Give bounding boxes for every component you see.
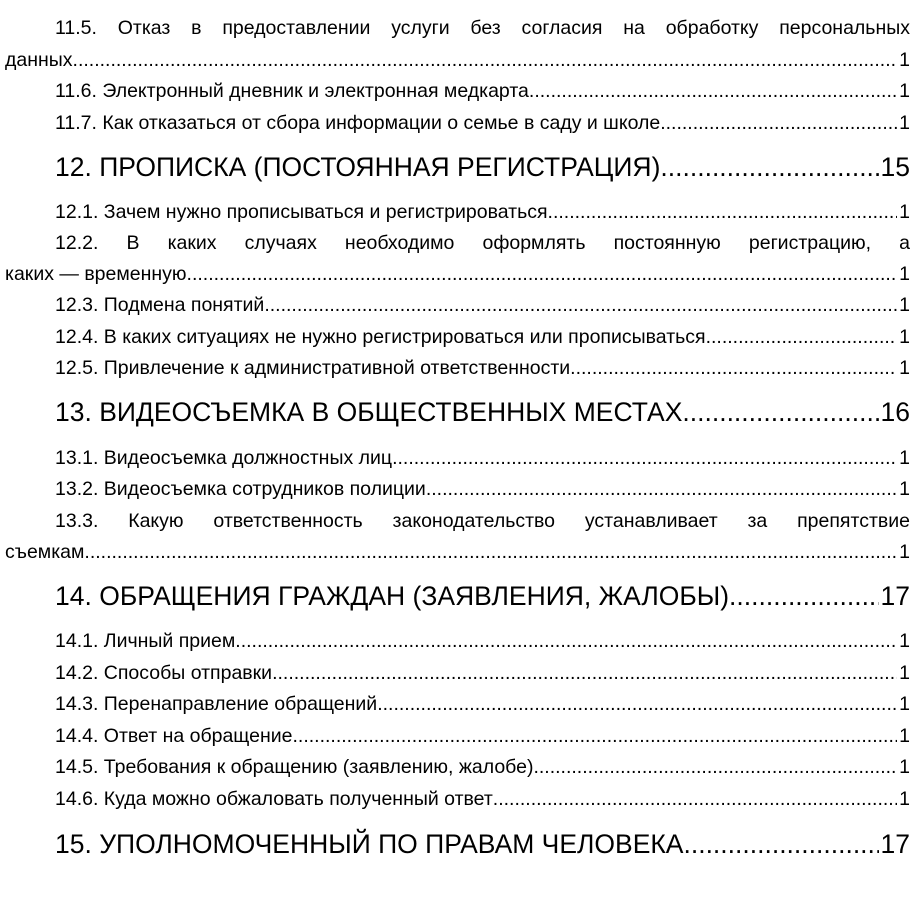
- toc-entry-13-3-line1[interactable]: [0, 506, 910, 536]
- toc-heading-15[interactable]: [0, 826, 910, 862]
- dot-leader: [683, 826, 878, 862]
- toc-entry-title: 14.4. Ответ на обращение: [55, 725, 293, 747]
- toc-entry-title: каких — временную: [5, 263, 187, 285]
- toc-page-number: 17: [880, 581, 910, 611]
- dot-leader: [73, 45, 898, 75]
- dot-leader: [426, 474, 897, 504]
- toc-page-number: 1: [899, 630, 910, 652]
- toc-entry-title: 14.3. Перенаправление обращений: [55, 693, 378, 715]
- toc-entry-title: данных: [5, 49, 73, 71]
- toc-heading-title: 13. ВИДЕОСЪЕМКА В ОБЩЕСТВЕННЫХ МЕСТАХ: [55, 397, 683, 427]
- toc-page-number: 1: [899, 49, 910, 71]
- toc-entry-13-3-line2[interactable]: [5, 537, 910, 567]
- dot-leader: [660, 108, 897, 138]
- toc-entry-title: 11.5. Отказ в предоставлении услуги без согласия на обработку персональных: [55, 17, 910, 39]
- toc-entry-11-6[interactable]: [0, 76, 910, 106]
- toc-heading-title: 12. ПРОПИСКА (ПОСТОЯННАЯ РЕГИСТРАЦИЯ): [55, 152, 661, 182]
- toc-entry-title: 14.1. Личный прием: [55, 630, 236, 652]
- dot-leader: [187, 259, 898, 289]
- toc-page-number: 1: [899, 201, 910, 223]
- toc-entry-title: 12.4. В каких ситуациях не нужно регистрироваться или прописываться: [55, 326, 706, 348]
- toc-entry-12-5[interactable]: [0, 353, 910, 383]
- toc-entry-title: 13.1. Видеосъемка должностных лиц: [55, 447, 393, 469]
- toc-entry-title: 13.3. Какую ответственность законодательство устанавливает за препятствие: [55, 510, 910, 532]
- dot-leader: [529, 76, 897, 106]
- toc-heading-title: 14. ОБРАЩЕНИЯ ГРАЖДАН (ЗАЯВЛЕНИЯ, ЖАЛОБЫ): [55, 581, 730, 611]
- toc-page-number: 15: [880, 152, 910, 182]
- toc-entry-14-4[interactable]: [0, 721, 910, 751]
- toc-entry-13-2[interactable]: [0, 474, 910, 504]
- toc-page-number: 1: [899, 788, 910, 810]
- toc-page-number: 1: [899, 541, 910, 563]
- toc-entry-12-1[interactable]: [0, 197, 910, 227]
- toc-entry-12-2-line2[interactable]: [5, 259, 910, 289]
- toc-entry-title: 11.6. Электронный дневник и электронная медкарта: [55, 80, 529, 102]
- toc-heading-14[interactable]: [0, 578, 910, 614]
- toc-entry-title: 14.5. Требования к обращению (заявлению, жалобе): [55, 756, 534, 778]
- toc-page-number: 1: [899, 693, 910, 715]
- toc-heading-12[interactable]: [0, 149, 910, 185]
- toc-page-number: 1: [899, 326, 910, 348]
- toc-entry-13-1[interactable]: [0, 443, 910, 473]
- dot-leader: [570, 353, 897, 383]
- toc-entry-11-5-line1[interactable]: [0, 13, 910, 43]
- dot-leader: [377, 689, 897, 719]
- dot-leader: [272, 658, 897, 688]
- dot-leader: [682, 394, 878, 430]
- toc-page-number: 1: [899, 112, 910, 134]
- toc-page-number: 1: [899, 662, 910, 684]
- dot-leader: [706, 322, 898, 352]
- toc-page-number: 1: [899, 478, 910, 500]
- toc-heading-13[interactable]: [0, 394, 910, 430]
- dot-leader: [533, 752, 897, 782]
- toc-page-number: 1: [899, 447, 910, 469]
- toc-entry-14-3[interactable]: [0, 689, 910, 719]
- toc-entry-12-3[interactable]: [0, 290, 910, 320]
- toc-entry-14-2[interactable]: [0, 658, 910, 688]
- toc-page-number: 1: [899, 294, 910, 316]
- toc-entry-14-5[interactable]: [0, 752, 910, 782]
- toc-entry-12-2-line1[interactable]: [0, 228, 910, 258]
- toc-entry-title: 13.2. Видеосъемка сотрудников полиции: [55, 478, 426, 500]
- toc-entry-title: 14.2. Способы отправки: [55, 662, 273, 684]
- toc-heading-title: 15. УПОЛНОМОЧЕННЫЙ ПО ПРАВАМ ЧЕЛОВЕКА: [55, 829, 684, 859]
- dot-leader: [660, 149, 878, 185]
- dot-leader: [729, 578, 878, 614]
- toc-page-number: 1: [899, 263, 910, 285]
- toc-page-number: 1: [899, 756, 910, 778]
- toc-entry-11-5-line2[interactable]: [5, 45, 910, 75]
- toc-entry-title: 12.1. Зачем нужно прописываться и регистрироваться: [55, 201, 548, 223]
- toc-page-number: 16: [880, 397, 910, 427]
- dot-leader: [293, 721, 898, 751]
- dot-leader: [392, 443, 897, 473]
- dot-leader: [235, 626, 897, 656]
- toc-entry-14-1[interactable]: [0, 626, 910, 656]
- toc-entry-12-4[interactable]: [0, 322, 910, 352]
- dot-leader: [264, 290, 897, 320]
- toc-entry-title: съемкам: [5, 541, 85, 563]
- toc-page-number: 1: [899, 80, 910, 102]
- toc-entry-title: 12.5. Привлечение к административной ответственности: [55, 357, 571, 379]
- dot-leader: [84, 537, 897, 567]
- toc-entry-11-7[interactable]: [0, 108, 910, 138]
- toc-entry-14-6[interactable]: [0, 784, 910, 814]
- toc-entry-title: 11.7. Как отказаться от сбора информации о семье в саду и школе: [55, 112, 661, 134]
- toc-entry-title: 12.3. Подмена понятий: [55, 294, 265, 316]
- dot-leader: [493, 784, 897, 814]
- dot-leader: [548, 197, 898, 227]
- toc-entry-title: 12.2. В каких случаях необходимо оформлять постоянную регистрацию, а: [55, 232, 910, 254]
- toc-page-number: 17: [880, 829, 910, 859]
- toc-entry-title: 14.6. Куда можно обжаловать полученный ответ: [55, 788, 493, 810]
- toc-page-number: 1: [899, 357, 910, 379]
- toc-page-number: 1: [899, 725, 910, 747]
